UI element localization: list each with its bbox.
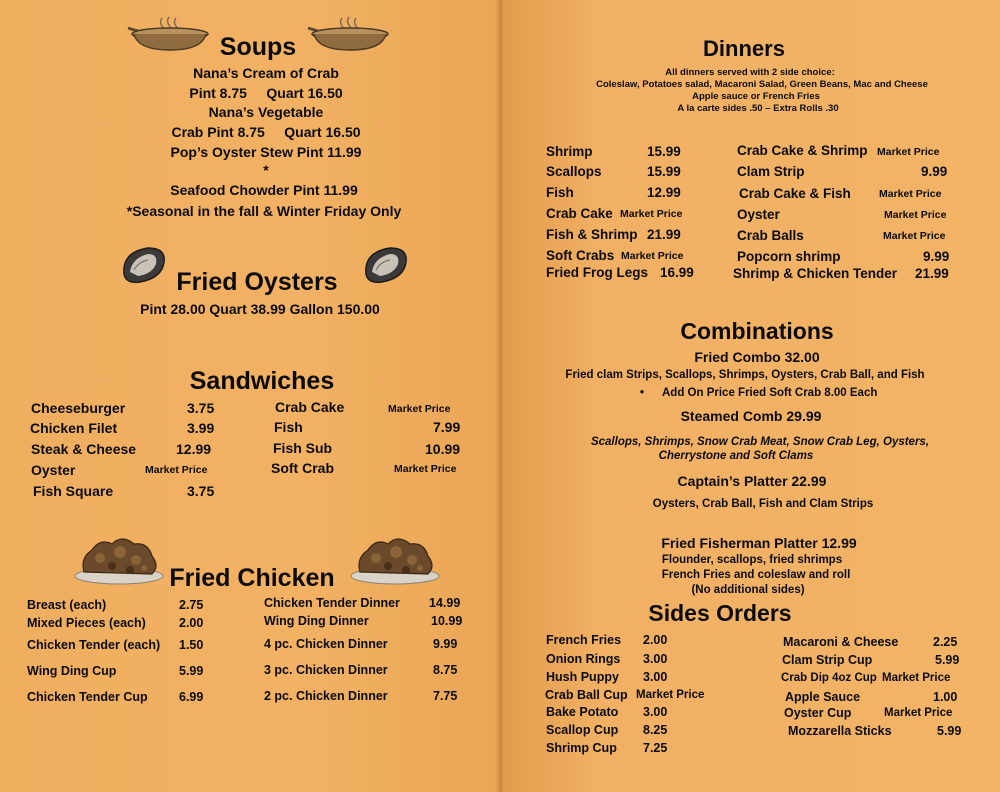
side-name: Bake Potato [546, 705, 619, 719]
dinner-name: Fish & Shrimp [546, 227, 638, 242]
dinner-name: Fried Frog Legs [546, 265, 649, 280]
fried-combo: Fried Combo 32.00 [694, 349, 820, 365]
dinner-price: Market Price [620, 208, 683, 220]
soup-bowl-icon [304, 14, 392, 54]
chicken-item-name: Chicken Tender (each) [27, 638, 161, 652]
sandwich-name: Cheeseburger [31, 400, 126, 416]
side-name: Shrimp Cup [546, 741, 617, 755]
side-name: Macaroni & Cheese [783, 635, 899, 649]
side-price: Market Price [636, 689, 705, 701]
dinners-note: All dinners served with 2 side choice: [665, 67, 835, 78]
chicken-item-name: 2 pc. Chicken Dinner [264, 689, 388, 703]
side-price: 5.99 [937, 724, 962, 738]
dinner-name: Oyster [737, 207, 780, 222]
dinner-price: 9.99 [923, 249, 950, 264]
dinner-name: Shrimp & Chicken Tender [733, 266, 898, 281]
dinner-price: 9.99 [921, 164, 948, 179]
soup-line: Pint 8.75 Quart 16.50 [189, 85, 343, 101]
soup-bowl-icon [124, 14, 212, 54]
dinner-price: 15.99 [647, 144, 681, 159]
sandwich-name: Oyster [31, 462, 76, 478]
side-name: Crab Ball Cup [545, 688, 628, 702]
sandwich-name: Fish Sub [273, 440, 333, 456]
captains-platter: Captain’s Platter 22.99 [677, 473, 827, 489]
fried-chicken-icon [348, 530, 442, 586]
side-price: Market Price [884, 707, 953, 719]
menu-fold [496, 0, 504, 792]
dinners-note: Apple sauce or French Fries [692, 91, 820, 102]
soup-line: * [263, 162, 269, 178]
side-price: 2.25 [933, 635, 958, 649]
sides-title: Sides Orders [648, 600, 792, 626]
side-price: 8.25 [643, 723, 668, 737]
dinner-name: Crab Balls [737, 228, 804, 243]
side-name: Mozzarella Sticks [788, 724, 892, 738]
sandwich-price: 7.99 [433, 419, 461, 435]
dinner-name: Crab Cake & Shrimp [737, 143, 868, 158]
side-price: 3.00 [643, 705, 668, 719]
soup-line: Nana’s Cream of Crab [193, 65, 339, 81]
fried-combo-desc: Fried clam Strips, Scallops, Shrimps, Oysters, Crab Ball, and Fish [565, 369, 925, 381]
dinner-name: Crab Cake [546, 206, 613, 221]
dinners-note: A la carte sides .50 – Extra Rolls .30 [677, 103, 839, 114]
sandwich-price: 12.99 [176, 441, 212, 457]
sandwich-price: 3.75 [187, 483, 215, 499]
fried-chicken-title: Fried Chicken [169, 564, 335, 592]
chicken-item-name: Wing Ding Dinner [264, 614, 369, 628]
dinner-price: 21.99 [915, 266, 949, 281]
sandwich-name: Steak & Cheese [31, 441, 137, 457]
sandwich-name: Soft Crab [271, 460, 334, 476]
fried-chicken-icon [72, 530, 166, 586]
dinner-name: Popcorn shrimp [737, 249, 841, 264]
chicken-item-price: 14.99 [429, 596, 461, 610]
side-name: Onion Rings [546, 652, 621, 666]
captains-platter-desc: Oysters, Crab Ball, Fish and Clam Strips [652, 498, 874, 510]
dinner-price: 12.99 [647, 185, 681, 200]
dinner-price: Market Price [877, 146, 940, 158]
chicken-item-price: 8.75 [433, 663, 458, 677]
sandwich-price: 3.75 [187, 400, 215, 416]
soup-line: Pop’s Oyster Stew Pint 11.99 [170, 144, 362, 160]
soup-line: Crab Pint 8.75 Quart 16.50 [171, 124, 361, 140]
soup-line: Nana’s Vegetable [208, 104, 324, 120]
fried-oysters-title: Fried Oysters [176, 268, 338, 296]
soups-title: Soups [219, 33, 297, 61]
fisherman-desc: (No additional sides) [691, 584, 805, 596]
sandwich-price: 3.99 [187, 420, 215, 436]
fisherman-desc: Flounder, scallops, fried shrimps [661, 554, 843, 566]
chicken-item-name: Chicken Tender Cup [27, 690, 148, 704]
dinner-name: Soft Crabs [546, 248, 615, 263]
fisherman-desc: French Fries and coleslaw and roll [661, 569, 851, 581]
dinner-name: Scallops [546, 164, 602, 179]
add-on-price: Add On Price Fried Soft Crab 8.00 Each [662, 387, 878, 399]
sandwich-name: Crab Cake [275, 399, 345, 415]
dinner-name: Clam Strip [737, 164, 805, 179]
soup-line: *Seasonal in the fall & Winter Friday Only [126, 203, 402, 219]
side-price: 3.00 [643, 670, 668, 684]
sandwich-price: Market Price [145, 464, 208, 476]
steamed-combo-desc: Scallops, Shrimps, Snow Crab Meat, Snow Crab Leg, Oysters, [590, 436, 930, 448]
side-name: Clam Strip Cup [782, 653, 873, 667]
dinners-note: Coleslaw, Potatoes salad, Macaroni Salad, Green Beans, Mac and Cheese [596, 79, 928, 90]
side-name: Scallop Cup [546, 723, 619, 737]
steamed-combo: Steamed Comb 29.99 [680, 408, 822, 424]
chicken-item-name: Mixed Pieces (each) [27, 616, 146, 630]
chicken-item-price: 9.99 [433, 637, 458, 651]
chicken-item-price: 6.99 [179, 690, 204, 704]
chicken-item-price: 2.00 [179, 616, 204, 630]
steamed-combo-desc: Cherrystone and Soft Clams [658, 450, 814, 462]
chicken-item-name: Chicken Tender Dinner [264, 596, 400, 610]
add-on-bullet: • [640, 387, 645, 399]
combinations-title: Combinations [680, 318, 834, 344]
side-name: Apple Sauce [785, 690, 861, 704]
sandwich-name: Fish Square [33, 483, 114, 499]
side-name: French Fries [546, 633, 622, 647]
dinners-title: Dinners [703, 36, 785, 61]
chicken-item-name: Wing Ding Cup [27, 664, 117, 678]
dinner-price: Market Price [883, 230, 946, 242]
dinner-name: Fish [546, 185, 574, 200]
side-price: Market Price [882, 672, 951, 684]
dinner-name: Crab Cake & Fish [739, 186, 851, 201]
dinner-price: 15.99 [647, 164, 681, 179]
oyster-icon [362, 244, 410, 286]
dinner-price: Market Price [621, 250, 684, 262]
dinner-price: 21.99 [647, 227, 681, 242]
chicken-item-price: 1.50 [179, 638, 204, 652]
dinner-price: 16.99 [660, 265, 694, 280]
fisherman-platter: Fried Fisherman Platter 12.99 [661, 535, 857, 551]
chicken-item-price: 2.75 [179, 598, 204, 612]
side-name: Hush Puppy [546, 670, 619, 684]
sandwich-price: 10.99 [425, 441, 461, 457]
dinner-price: Market Price [884, 209, 947, 221]
sandwiches-title: Sandwiches [189, 367, 335, 395]
chicken-item-price: 10.99 [431, 614, 463, 628]
side-price: 1.00 [933, 690, 958, 704]
oyster-icon [120, 244, 168, 286]
sandwich-name: Fish [274, 419, 303, 435]
side-price: 3.00 [643, 652, 668, 666]
side-name: Crab Dip 4oz Cup [781, 672, 877, 684]
sandwich-price: Market Price [394, 463, 457, 475]
chicken-item-price: 7.75 [433, 689, 458, 703]
side-price: 5.99 [935, 653, 960, 667]
dinner-price: Market Price [879, 188, 942, 200]
chicken-item-name: 3 pc. Chicken Dinner [264, 663, 388, 677]
side-price: 7.25 [643, 741, 668, 755]
sandwich-name: Chicken Filet [30, 420, 118, 436]
fried-oysters-prices: Pint 28.00 Quart 38.99 Gallon 150.00 [140, 301, 380, 317]
chicken-item-price: 5.99 [179, 664, 204, 678]
side-price: 2.00 [643, 633, 668, 647]
soup-line: Seafood Chowder Pint 11.99 [170, 182, 358, 198]
chicken-item-name: Breast (each) [27, 598, 107, 612]
chicken-item-name: 4 pc. Chicken Dinner [264, 637, 388, 651]
dinner-name: Shrimp [546, 144, 593, 159]
side-name: Oyster Cup [784, 706, 852, 720]
sandwich-price: Market Price [388, 403, 451, 415]
